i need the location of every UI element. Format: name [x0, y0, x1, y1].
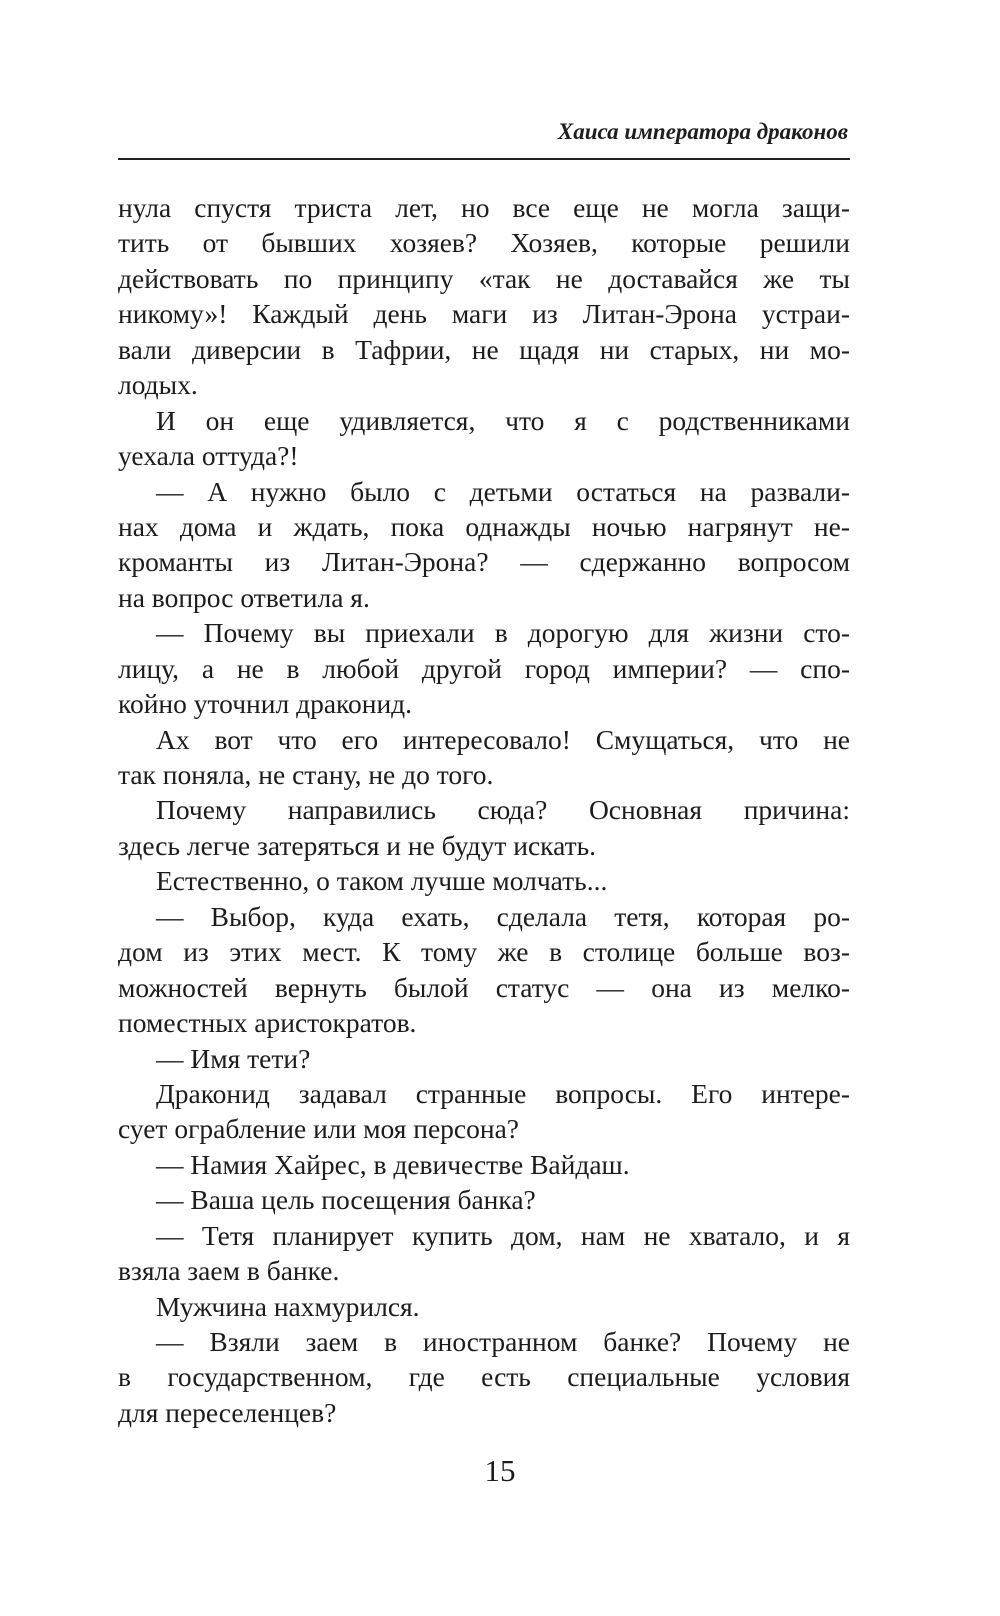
text-line: тить от бывших хозяев? Хозяев, которые решили — [118, 227, 850, 259]
text-line: — Ваша цель посещения банка? — [156, 1184, 536, 1216]
text-line: Почему направились сюда? Основная причина: — [156, 794, 850, 826]
text-line: для переселенцев? — [118, 1396, 337, 1428]
text-line: кроманты из Литан-Эрона? — сдержанно вопросом — [118, 546, 850, 578]
text-line: действовать по принципу «так не доставайся же ты — [118, 262, 850, 294]
text-line: поместных аристократов. — [118, 1007, 417, 1039]
text-line: здесь легче затеряться и не будут искать. — [118, 829, 597, 861]
text-line: — Выбор, куда ехать, сделала тетя, которая ро- — [156, 900, 850, 932]
text-line: сует ограбление или моя персона? — [118, 1113, 520, 1145]
text-line: — Тетя планирует купить дом, нам не хватало, и я — [156, 1219, 850, 1251]
text-line: нах дома и ждать, пока однажды ночью нагрянут не- — [118, 510, 850, 542]
text-line: так поняла, не стану, не до того. — [118, 759, 494, 790]
text-line: лодых. — [118, 369, 198, 401]
text-line: Ах вот что его интересовало! Смущаться, что не — [156, 723, 850, 755]
text-line: Естественно, о таком лучше молчать... — [156, 865, 608, 897]
text-line: койно уточнил драконид. — [118, 688, 413, 720]
text-line: дом из этих мест. К тому же в столице больше воз- — [118, 936, 850, 968]
text-line: — Имя тети? — [156, 1042, 311, 1074]
text-line: на вопрос ответила я. — [118, 581, 370, 613]
text-line: — А нужно было с детьми остаться на развали- — [156, 475, 850, 507]
text-line: лицу, а не в любой другой город империи? — спо- — [118, 652, 850, 684]
text-line: И он еще удивляется, что я с родственниками — [156, 404, 850, 436]
text-line: — Намия Хайрес, в девичестве Вайдаш. — [156, 1148, 630, 1180]
text-line: Драконид задавал странные вопросы. Его интере- — [156, 1077, 850, 1109]
running-title: Хаиса императора драконов — [557, 119, 848, 144]
text-line: уехала оттуда?! — [118, 440, 299, 472]
page-number: 15 — [484, 1453, 516, 1488]
text-line: Мужчина нахмурился. — [156, 1290, 420, 1322]
text-line: взяла заем в банке. — [118, 1255, 340, 1287]
text-line: никому»! Каждый день маги из Литан-Эрона устраи- — [118, 298, 850, 330]
text-line: нула спустя триста лет, но все еще не могла защи- — [118, 192, 850, 223]
text-line: в государственном, где есть специальные условия — [118, 1361, 850, 1393]
body-text — [118, 190, 850, 1430]
text-line: вали диверсии в Тафрии, не щадя ни старых, ни мо- — [118, 333, 850, 365]
text-line: — Почему вы приехали в дорогую для жизни сто- — [156, 617, 850, 649]
text-line: можностей вернуть былой статус — она из мелко- — [118, 971, 850, 1003]
text-line: — Взяли заем в иностранном банке? Почему не — [156, 1326, 850, 1357]
header-rule — [118, 158, 850, 160]
